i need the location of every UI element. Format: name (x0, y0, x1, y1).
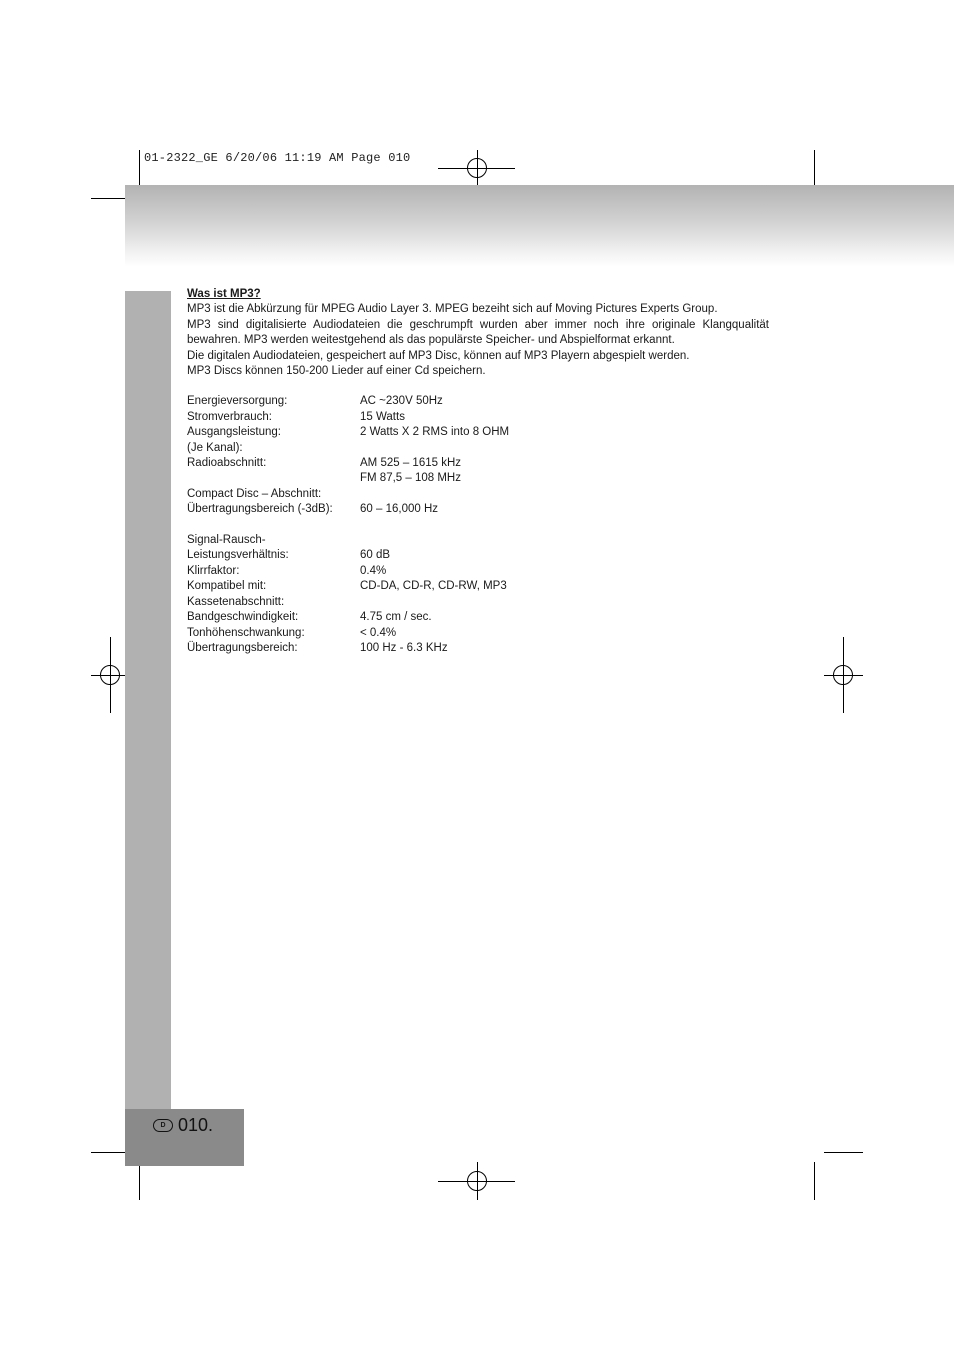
spec-label (187, 471, 360, 486)
spec-label: Tonhöhenschwankung: (187, 626, 305, 639)
language-badge: D (153, 1119, 173, 1132)
spec-table (187, 394, 769, 656)
paragraph: MP3 sind digitalisierte Audiodateien die geschrumpft wurden aber immer noch ihre originale Klangqualität bewahren. MP3 werden weitestgehend als das populärste Speicher- und Abspielformat erkannt. (187, 318, 769, 347)
spec-value: 60 dB (360, 549, 391, 562)
spec-value: 15 Watts (360, 410, 405, 423)
registration-circle (467, 158, 487, 178)
spec-value: CD-DA, CD-R, CD-RW, MP3 (360, 580, 507, 593)
spec-row (187, 579, 769, 594)
spec-label: Radioabschnitt: (187, 457, 267, 470)
intro-paragraphs (187, 302, 769, 379)
paragraph: MP3 ist die Abkürzung für MPEG Audio Layer 3. MPEG bezeiht sich auf Moving Pictures Experts Group. (187, 303, 718, 316)
page-number-text: 010. (178, 1115, 214, 1135)
spec-row (187, 410, 769, 425)
spec-row (187, 456, 769, 471)
spec-value: FM 87,5 – 108 MHz (360, 472, 461, 485)
spec-value: < 0.4% (360, 626, 397, 639)
spec-label: Übertragungsbereich: (187, 641, 298, 654)
spec-label: Bandgeschwindigkeit: (187, 611, 299, 624)
spec-row (187, 641, 769, 656)
section-heading: Was ist MP3? (187, 288, 261, 300)
spec-row (187, 441, 769, 456)
spec-label: Kassetenabschnitt: (187, 595, 285, 608)
paragraph: Die digitalen Audiodateien, gespeichert auf MP3 Disc, können auf MP3 Playern abgespielt werden. (187, 349, 690, 362)
spec-value: AC ~230V 50Hz (360, 395, 443, 408)
crop-mark (139, 150, 140, 188)
side-bar (125, 291, 171, 1166)
spec-value: 60 – 16,000 Hz (360, 503, 439, 516)
spec-row (187, 564, 769, 579)
header-gradient-band (125, 185, 954, 267)
spec-label: (Je Kanal): (187, 441, 243, 454)
spec-label: Kompatibel mit: (187, 580, 267, 593)
spec-row (187, 425, 769, 440)
spec-row (187, 548, 769, 563)
page-number (153, 1115, 213, 1136)
spec-label: Leistungsverhältnis: (187, 549, 289, 562)
spec-value: 0.4% (360, 564, 387, 577)
spec-label: Übertragungsbereich (-3dB): (187, 503, 333, 516)
spec-row (187, 471, 769, 486)
spec-label: Klirrfaktor: (187, 564, 240, 577)
registration-circle (467, 1171, 487, 1191)
crop-mark (91, 1152, 129, 1153)
paragraph: MP3 Discs können 150-200 Lieder auf einer Cd speichern. (187, 365, 486, 378)
crop-mark (814, 150, 815, 188)
spec-row (187, 610, 769, 625)
spec-value: AM 525 – 1615 kHz (360, 457, 462, 470)
spec-label: Ausgangsleistung: (187, 426, 281, 439)
spec-row (187, 487, 769, 502)
spec-value: 100 Hz - 6.3 KHz (360, 641, 448, 654)
spec-row (187, 518, 769, 533)
registration-circle (100, 665, 120, 685)
spec-label: Compact Disc – Abschnitt: (187, 487, 322, 500)
spec-label: Energieversorgung: (187, 395, 288, 408)
spec-label: Signal-Rausch- (187, 534, 266, 547)
spec-row (187, 533, 769, 548)
registration-circle (833, 665, 853, 685)
spec-row (187, 626, 769, 641)
crop-mark (91, 198, 129, 199)
spec-row (187, 595, 769, 610)
crop-mark (824, 1152, 863, 1153)
spec-value: 4.75 cm / sec. (360, 611, 432, 624)
content (187, 287, 769, 656)
spec-value: 2 Watts X 2 RMS into 8 OHM (360, 426, 510, 439)
spec-label: Stromverbrauch: (187, 410, 273, 423)
spec-label (187, 518, 360, 533)
spec-row (187, 502, 769, 517)
crop-mark (814, 1162, 815, 1200)
print-slug: 01-2322_GE 6/20/06 11:19 AM Page 010 (144, 151, 411, 165)
spec-row (187, 394, 769, 409)
crop-mark (139, 1162, 140, 1200)
